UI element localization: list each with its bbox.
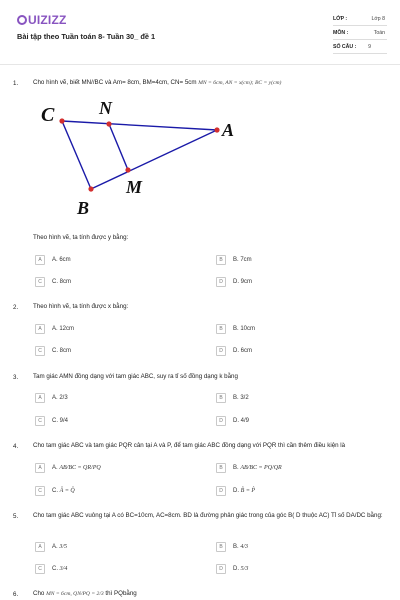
option-math: B̂ = P̂ <box>240 488 256 494</box>
question-4-text: Cho tam giác ABC và tam giác PQR cân tại A và P, để tam giác ABC đồng dạng với PQR thì cần thêm điều kiện là <box>33 442 346 449</box>
label-a: A <box>222 120 235 140</box>
option-key-box: B <box>216 393 226 403</box>
segment-ca <box>62 121 217 130</box>
option-math: AB/BC = PQ/QR <box>240 465 282 471</box>
option-math: AB/BC = QR/PQ <box>59 465 101 471</box>
option-key-box: C <box>35 346 45 356</box>
option-key-box: A <box>35 542 45 552</box>
question-6-suffix: thì PQbằng <box>105 590 137 597</box>
option-text <box>52 544 67 550</box>
option-key-box: A <box>35 393 45 403</box>
meta-subject <box>333 27 387 40</box>
meta-count-value: 9 <box>368 44 371 50</box>
quizizz-logo <box>17 13 67 27</box>
question-4-number: 4. <box>13 443 19 450</box>
option-prefix: C. <box>52 488 58 494</box>
header-divider <box>0 64 400 65</box>
option-math: 5/3 <box>240 566 249 572</box>
worksheet-title: Bài tập theo Tuần toán 8- Tuần 30_ đề 1 <box>17 32 156 41</box>
option-prefix: C. <box>52 566 58 572</box>
option-text: C. 8cm <box>52 348 72 354</box>
meta-class-label: LỚP : <box>333 16 348 22</box>
option-key-box: B <box>216 324 226 334</box>
option-text: B. 7cm <box>233 257 252 263</box>
question-3-text: Tam giác AMN đồng dạng với tam giác ABC, suy ra tỉ số đồng dạng k bằng <box>33 373 238 380</box>
option-text <box>52 488 75 494</box>
option-text: D. 4/9 <box>233 418 250 424</box>
question-6-prefix: Cho <box>33 590 45 597</box>
segment-ba <box>91 130 217 189</box>
option-text <box>233 566 248 572</box>
meta-count-label: SỐ CÂU : <box>333 44 357 50</box>
question-3-number: 3. <box>13 374 19 381</box>
point-c <box>59 118 64 123</box>
point-m <box>125 167 130 172</box>
option-text <box>52 465 101 471</box>
question-6-text <box>33 590 388 599</box>
option-key-box: C <box>35 277 45 287</box>
option-math: 4/3 <box>240 544 249 550</box>
option-math: Â = Q̂ <box>59 488 75 494</box>
meta-question-count <box>333 41 387 54</box>
option-text: A. 6cm <box>52 257 71 263</box>
option-text: B. 10cm <box>233 326 256 332</box>
option-text: C. 8cm <box>52 279 72 285</box>
option-text: B. 3/2 <box>233 395 249 401</box>
option-prefix: B. <box>233 544 239 550</box>
option-key-box: D <box>216 564 226 574</box>
label-c: C <box>41 104 55 126</box>
question-1-statement: Cho hình vẽ, biết MN//BC và Am= 8cm, BM=4cm, CN= 5cm <box>33 79 197 86</box>
triangle-figure <box>36 96 246 220</box>
meta-class-value: Lớp 8 <box>371 16 385 22</box>
option-key-box: C <box>35 416 45 426</box>
label-n: N <box>99 98 112 118</box>
option-prefix: D. <box>233 566 239 572</box>
question-5-text: Cho tam giác ABC vuông tại A có BC=10cm, AC=8cm. BD là đường phân giác trong của góc B( D thuộc AC) Tỉ số DA/DC bằng: <box>33 512 383 519</box>
option-key-box: D <box>216 277 226 287</box>
option-text: A. 12cm <box>52 326 75 332</box>
option-key-box: C <box>35 564 45 574</box>
option-text <box>233 465 282 471</box>
question-1-number: 1. <box>13 80 19 87</box>
option-key-box: A <box>35 463 45 473</box>
option-text: D. 6cm <box>233 348 253 354</box>
option-math: 3/5 <box>59 544 68 550</box>
option-text <box>52 566 67 572</box>
option-key-box: B <box>216 542 226 552</box>
question-1-math: MN = 6cm, AN = x(cm); BC = y(cm) <box>198 80 282 86</box>
point-a <box>214 127 219 132</box>
option-prefix: B. <box>233 465 239 471</box>
option-key-box: A <box>35 255 45 265</box>
question-6-math: MN = 6cm, QN/PQ = 2/3 <box>46 591 104 597</box>
option-text: A. 2/3 <box>52 395 68 401</box>
option-prefix: D. <box>233 488 239 494</box>
meta-class <box>333 13 387 26</box>
option-math: 3/4 <box>59 566 68 572</box>
logo-text: UIZIZZ <box>28 13 67 27</box>
option-text: C. 9/4 <box>52 418 69 424</box>
question-5-number: 5. <box>13 513 19 520</box>
question-1-subtext: Theo hình vẽ, ta tính được y bằng: <box>33 234 129 241</box>
triangle-diagram <box>36 96 246 220</box>
logo-q-icon <box>17 15 27 25</box>
option-prefix: A. <box>52 544 58 550</box>
option-key-box: D <box>216 416 226 426</box>
label-b: B <box>77 198 90 218</box>
worksheet-header <box>0 0 400 64</box>
point-n <box>106 121 111 126</box>
option-key-box: D <box>216 346 226 356</box>
option-key-box: D <box>216 486 226 496</box>
option-text <box>233 488 255 494</box>
meta-subject-label: MÔN : <box>333 30 349 36</box>
question-1-text <box>33 79 388 88</box>
segment-cb <box>62 121 91 189</box>
question-2-number: 2. <box>13 304 19 311</box>
option-key-box: A <box>35 324 45 334</box>
option-prefix: A. <box>52 465 58 471</box>
segment-nm <box>109 124 128 170</box>
meta-subject-value: Toán <box>373 30 385 36</box>
point-b <box>88 186 93 191</box>
option-text: D. 9cm <box>233 279 253 285</box>
label-m: M <box>126 177 143 197</box>
option-key-box: C <box>35 486 45 496</box>
option-key-box: B <box>216 463 226 473</box>
option-text <box>233 544 248 550</box>
question-6-number: 6. <box>13 591 19 598</box>
question-2-text: Theo hình vẽ, ta tính được x bằng: <box>33 303 129 310</box>
option-key-box: B <box>216 255 226 265</box>
